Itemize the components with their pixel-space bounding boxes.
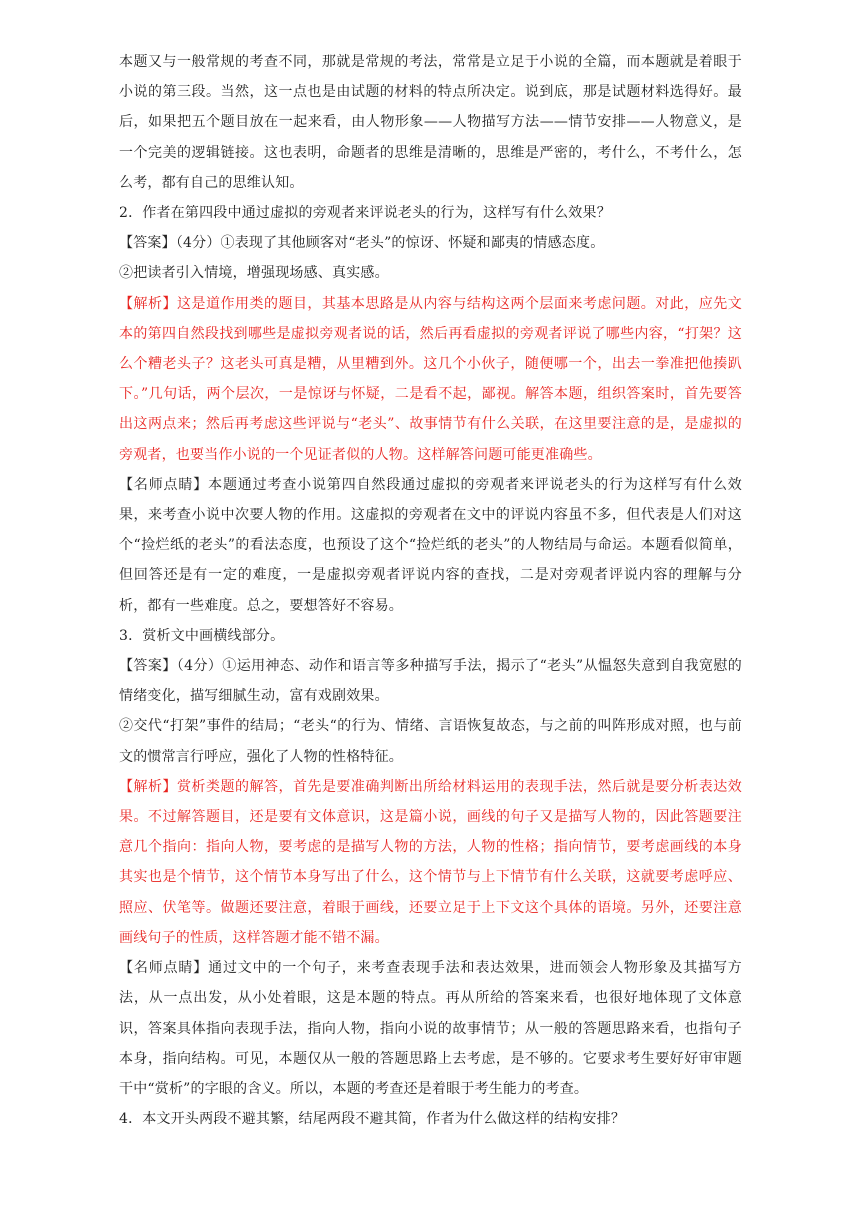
answer-text: （4分）①运用神态、动作和语言等多种描写手法，揭示了“老头”从愠怒失意到自我宽慰的情绪变化，描写细腻生动，富有戏剧效果。	[119, 658, 742, 705]
analysis-tag: 【解析】	[119, 778, 177, 795]
comment-tag: 【名师点睛】	[119, 476, 209, 493]
answer-3-line-1	[119, 651, 742, 711]
analysis-2	[119, 289, 742, 470]
answer-tag: 【答案】	[119, 658, 177, 675]
document-page	[119, 47, 742, 1134]
answer-2-line-2: ②把读者引入情境，增强现场感、真实感。	[119, 265, 389, 282]
answer-tag: 【答案】	[119, 235, 176, 252]
question-2: 2．作者在第四段中通过虚拟的旁观者来评说老头的行为，这样写有什么效果？	[119, 205, 611, 222]
question-3: 3．赏析文中画横线部分。	[119, 627, 285, 644]
answer-2-line-1	[119, 228, 742, 258]
answer-text: （4分）①表现了其他顾客对“老头”的惊讶、怀疑和鄙夷的情感态度。	[175, 235, 605, 252]
question-4: 4．本文开头两段不避其繁，结尾两段不避其简，作者为什么做这样的结构安排？	[119, 1111, 626, 1128]
comment-text: 通过文中的一个句子，来考查表现手法和表达效果，进而领会人物形象及其描写方法，从一点出发，从小处着眼，这是本题的特点。再从所给的答案来看，也很好地体现了文体意识，答案具体指向表现手法，指向人物，指向小说的故事情节；从一般的答题思路来看，也指句子本身，指向结构。可见，本题仅从一般的答题思路上去考虑，是不够的。它要求考生要好好审审题干中“赏析”的字眼的含义。所以，本题的考查还是着眼于考生能力的考查。	[119, 960, 742, 1097]
analysis-text: 这是道作用类的题目，其基本思路是从内容与结构这两个层面来考虑问题。对此，应先文本的第四自然段找到哪些是虚拟旁观者说的话，然后再看虚拟的旁观者评说了哪些内容，“打架？这么个糟老头子？这老头可真是糟，从里糟到外。这几个小伙子，随便哪一个，出去一拳准把他揍趴下。”几句话，两个层次，一是惊讶与怀疑，二是看不起，鄙视。解答本题，组织答案时，首先要答出这两点来；然后再考虑这些评说与“老头”、故事情节有什么关联，在这里要注意的是，是虚拟的旁观者，也要当作小说的一个见证者似的人物。这样解答问题可能更准确些。	[119, 295, 742, 463]
answer-3-line-2: ②交代“打架”事件的结局；“老头“的行为、情绪、言语恢复故态，与之前的叫阵形成对照，也与前文的惯常言行呼应，强化了人物的性格特征。	[119, 718, 742, 765]
comment-2	[119, 470, 742, 621]
comment-tag: 【名师点睛】	[119, 960, 209, 977]
intro-paragraph: 本题又与一般常规的考查不同，那就是常规的考法，常常是立足于小说的全篇，而本题就是着眼于小说的第三段。当然，这一点也是由试题的材料的特点所决定。说到底，那是试题材料选得好。最后，如果把五个题目放在一起来看，由人物形象——人物描写方法——情节安排——人物意义，是一个完美的逻辑链接。这也表明，命题者的思维是清晰的，思维是严密的，考什么，不考什么，怎么考，都有自己的思维认知。	[119, 54, 742, 191]
analysis-text: 赏析类题的解答，首先是要准确判断出所给材料运用的表现手法，然后就是要分析表达效果。不过解答题目，还是要有文体意识，这是篇小说，画线的句子又是描写人物的，因此答题要注意几个指向：指向人物，要考虑的是描写人物的方法，人物的性格；指向情节，要考虑画线的本身其实也是个情节，这个情节本身写出了什么，这个情节与上下情节有什么关联，这就要考虑呼应、照应、伏笔等。做题还要注意，着眼于画线，还要立足于上下文这个具体的语境。另外，还要注意画线句子的性质，这样答题才能不错不漏。	[119, 778, 742, 946]
comment-3	[119, 953, 742, 1104]
comment-text: 本题通过考查小说第四自然段通过虚拟的旁观者来评说老头的行为这样写有什么效果，来考查小说中次要人物的作用。这虚拟的旁观者在文中的评说内容虽不多，但代表是人们对这个“捡烂纸的老头”的看法态度，也预设了这个“捡烂纸的老头”的人物结局与命运。本题看似简单，但回答还是有一定的难度，一是虚拟旁观者评说内容的查找，二是对旁观者评说内容的理解与分析，都有一些难度。总之，要想答好不容易。	[119, 476, 742, 614]
analysis-tag: 【解析】	[119, 295, 177, 312]
analysis-3	[119, 772, 742, 953]
